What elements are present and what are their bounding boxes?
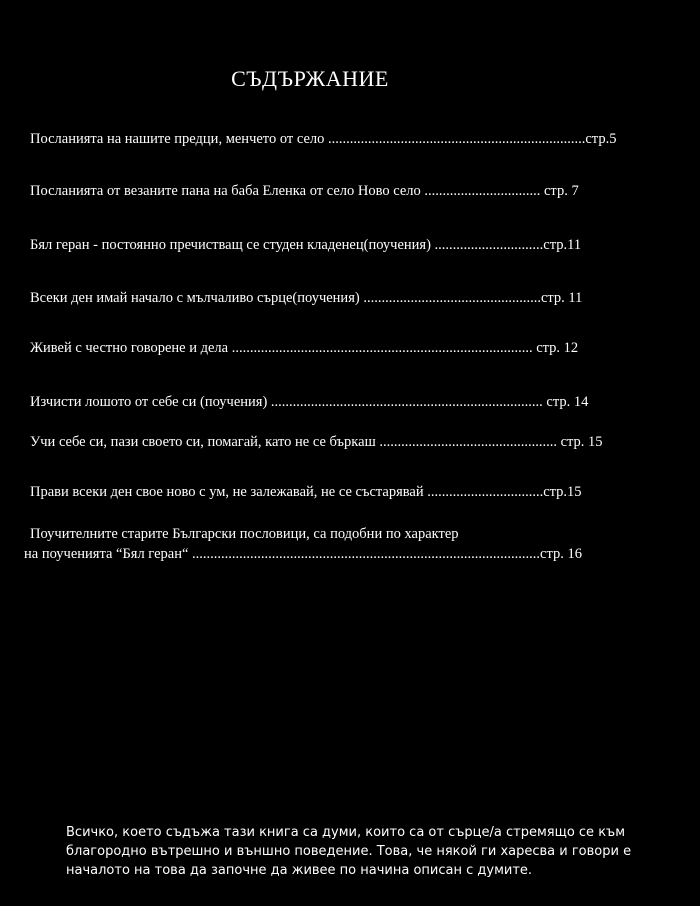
toc-entry: [30, 289, 582, 307]
toc-entry: [30, 393, 588, 411]
toc-entry-multiline: [30, 525, 459, 543]
toc-entry: [30, 182, 579, 200]
toc-entry-text: Посланията от везаните пана на баба Еленка от село Ново село: [30, 183, 425, 199]
toc-entry-multiline-continued: [24, 545, 582, 563]
footer-line: Всичко, което съдъжа тази книга са думи, които са от сърце/а стремящо се към: [66, 825, 626, 840]
toc-entry-text: Всеки ден имай начало с мълчаливо сърце(поучения): [30, 290, 364, 306]
toc-entry: [30, 130, 616, 148]
toc-leader: .................................................: [379, 434, 561, 450]
toc-entry-text: Бял геран - постоянно пречистващ се студен кладенец(поучения): [30, 237, 435, 253]
toc-entry: [30, 236, 581, 254]
toc-entry-text: Учи себе си, пази своето си, помагай, като не се бъркаш: [30, 434, 380, 450]
toc-page-number: стр. 15: [560, 434, 603, 450]
toc-entry-text: на поученията “Бял геран“: [24, 546, 193, 562]
toc-entry-text: Поучителните старите Български пословици, са подобни по характер: [30, 526, 459, 542]
toc-leader: ...........................................................................: [270, 394, 547, 410]
toc-page-number: стр.5: [585, 131, 617, 147]
toc-leader: ................................................................................................: [192, 546, 541, 562]
toc-page-number: стр. 12: [536, 340, 579, 356]
toc-leader: ................................: [427, 484, 544, 500]
toc-entry: [30, 433, 603, 451]
toc-leader: ................................: [424, 183, 544, 199]
page-title: СЪДЪРЖАНИЕ: [231, 66, 389, 91]
toc-page-number: стр.11: [543, 237, 582, 253]
toc-entry-text: Живей с честно говорене и дела: [30, 340, 232, 356]
toc-page-number: стр. 11: [540, 290, 583, 306]
toc-page-number: стр.15: [543, 484, 582, 500]
toc-entry: [30, 339, 578, 357]
toc-leader: ...................................................................................: [231, 340, 537, 356]
footer-note: [66, 823, 666, 880]
toc-leader: .......................................................................: [328, 131, 586, 147]
toc-page-number: стр. 7: [544, 183, 579, 199]
toc-page-number: стр. 14: [546, 394, 589, 410]
toc-entry-text: Прави всеки ден свое ново с ум, не залежавай, не се състарявай: [30, 484, 428, 500]
toc-leader: .................................................: [363, 290, 541, 306]
footer-line: благородно вътрешно и външно поведение. Това, че някой ги харесва и говори е: [66, 844, 632, 859]
toc-entry-text: Посланията на нашите предци, менчето от село: [30, 131, 328, 147]
toc-leader: ..............................: [434, 237, 544, 253]
toc-entry-text: Изчисти лошото от себе си (поучения): [30, 394, 271, 410]
toc-entry: [30, 483, 582, 501]
footer-line: началото на това да започне да живее по начина описан с думите.: [66, 863, 533, 878]
toc-page-number: стр. 16: [540, 546, 582, 562]
